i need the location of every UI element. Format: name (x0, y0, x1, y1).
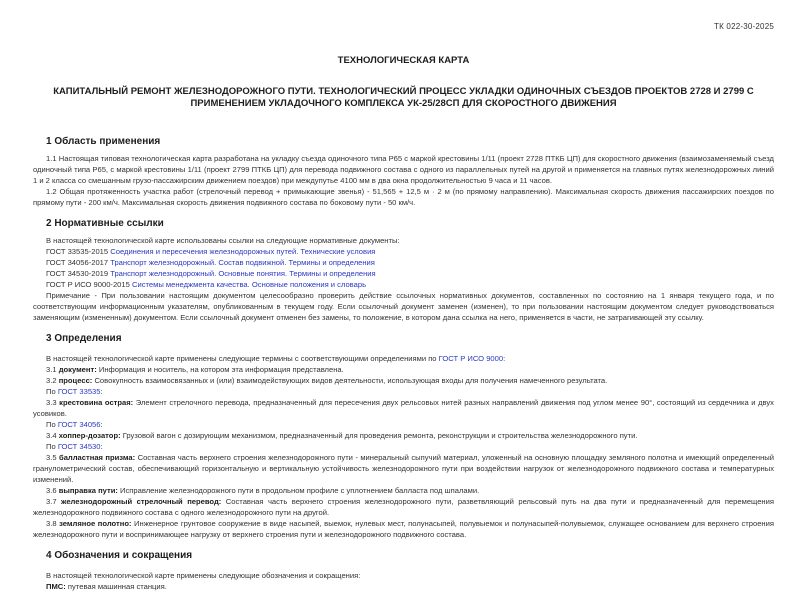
paragraph-1-2: 1.2 Общая протяженность участка работ (стрелочный перевод + примыкающие звенья) - 51,565 + 12,5 м · 2 м (по прямому направлению). Максимальная скорость движения пассажирских поездов по прямому пути - 200 км/ч. Максимальная скорость движения подвижного состава по боковому пути - 50 км/ч. (33, 187, 774, 207)
document-title: ТЕХНОЛОГИЧЕСКАЯ КАРТА (337, 55, 470, 66)
definitions-intro: В настоящей технологической карте применены следующие термины с соответствующими определениями по ГОСТ Р ИСО 9000: (46, 354, 506, 363)
definitions-intro-text: В настоящей технологической карте применены следующие термины с соответствующими определениями по (46, 354, 437, 363)
term-name: документ: (58, 365, 97, 374)
gost-code: ГОСТ 34530-2019 (46, 269, 109, 278)
term-definition: Элемент стрелочного перевода, предназначенный для пересечения двух рельсовых нитей разных направлений движения под углом менее 90°, состоящий из сердечника и двух усовиков. (33, 398, 774, 418)
term-3-1: 3.1 документ: Информация и носитель, на котором эта информация представлена. (46, 365, 344, 374)
section-1-heading: 1 Область применения (46, 136, 161, 147)
gost-link[interactable]: Транспорт железнодорожный. Состав подвижной. Термины и определения (110, 258, 375, 267)
section-4-heading: 4 Обозначения и сокращения (46, 550, 193, 561)
references-intro: В настоящей технологической карте использованы ссылки на следующие нормативные документы: (46, 236, 400, 245)
gost-link[interactable]: Транспорт железнодорожный. Основные понятия. Термины и определения (110, 269, 376, 278)
term-name: процесс: (58, 376, 93, 385)
term-name: крестовина острая: (59, 398, 134, 407)
gost-code: ГОСТ 33535-2015 (46, 247, 109, 256)
paragraph-1-1: 1.1 Настоящая типовая технологическая карта разработана на укладку съезда одиночного типа Р65 с маркой крестовины 1/11 (проект 2728 ПТКБ ЦП) для скоростного движения (взаимозаменяемый съезд одиночный типа Р65, с маркой крестовины 1/11 (проект 2799 ПТКБ ЦП) для перевода подвижного состава с одного из параллельных путей на другой и применяется на главных путях железнодорожных линий 1 и 2 класса со смешанным грузо-пассажирским движением поездов) при междупутье 4100 мм в два окна продолжительностью 9 часа и 11 часов. (33, 154, 774, 185)
gost-link[interactable]: Соединения и пересечения железнодорожных путей. Технические условия (110, 247, 376, 256)
section-3-heading: 3 Определения (46, 333, 122, 344)
abbreviation-pms (33, 581, 774, 592)
term-3-6: 3.6 выправка пути: Исправление железнодорожного пути в продольном профиле с уплотнением балласта под шпалами. (46, 486, 480, 495)
term-definition: Информация и носитель, на котором эта информация представлена. (98, 365, 344, 374)
gost-source-line: По ГОСТ 34530: (46, 442, 103, 451)
term-3-5: 3.5 балластная призма: Составная часть верхнего строения железнодорожного пути - минеральный сыпучий материал, уложенный на основную площадку земляного полотна и имеющий определенный гранулометрический состав, обеспечивающий горизонтальную и вертикальную устойчивость железнодорожного пути при воздействии нагрузок от железнодорожного подвижного состава и температурных изменений. (33, 453, 774, 484)
gost-code: ГОСТ 34056-2017 (46, 258, 109, 267)
term-3-3: 3.3 крестовина острая: Элемент стрелочного перевода, предназначенный для пересечения двух рельсовых нитей разных направлений движения под углом менее 90°, состоящий из сердечника и двух усовиков. (33, 398, 774, 418)
term-3-7: 3.7 железнодорожный стрелочный перевод: Составная часть верхнего строения железнодорожного пути, разветвляющий рельсовый путь на два пути и предназначенный для перемещения железнодорожного подвижного состава с одного железнодорожного пути на другой. (33, 497, 774, 517)
term-definition: Исправление железнодорожного пути в продольном профиле с уплотнением балласта под шпалами. (120, 486, 480, 495)
term-name: земляное полотно: (59, 519, 132, 528)
gost-source-line: По ГОСТ 33535: (46, 387, 103, 396)
doc-number: ТК 022-30-2025 (714, 22, 774, 31)
term-name: выправка пути: (58, 486, 118, 495)
term-definition: Грузовой вагон с дозирующим механизмом, предназначенный для проведения ремонта, реконструкции и строительства железнодорожного пути. (122, 431, 638, 440)
gost-code: ГОСТ Р ИСО 9000-2015 (46, 280, 130, 289)
term-3-2: 3.2 процесс: Совокупность взаимосвязанных и (или) взаимодействующих видов деятельности, использующая входы для получения намеченного результата. (46, 376, 608, 385)
abbr-definition: путевая машинная станция. (67, 582, 167, 591)
term-definition: Составная часть верхнего строения железнодорожного пути, разветвляющий рельсовый путь на два пути и предназначенный для перемещения железнодорожного подвижного состава с одного железнодорожного пути на другой. (33, 497, 774, 517)
gost-link[interactable]: ГОСТ 34530 (57, 442, 101, 451)
gost-reference-line (33, 279, 774, 290)
term-definition: Инженерное грунтовое сооружение в виде насыпей, выемок, нулевых мест, полунасыпей, полувыемок и полунасыпей-полувыемок, служащее основанием для верхнего строения железнодорожного пути и воспринимающее нагрузку от верхнего строения пути и железнодорожного подвижного состава. (33, 519, 774, 539)
term-name: хоппер-дозатор: (58, 431, 121, 440)
term-3-8: 3.8 земляное полотно: Инженерное грунтовое сооружение в виде насыпей, выемок, нулевых мест, полунасыпей, полувыемок и полунасыпей-полувыемок, служащее основанием для верхнего строения железнодорожного пути и воспринимающее нагрузку от верхнего строения пути и железнодорожного подвижного состава. (33, 519, 774, 539)
gost-link[interactable]: Системы менеджмента качества. Основные положения и словарь (131, 280, 367, 289)
section-2-heading: 2 Нормативные ссылки (46, 218, 164, 229)
document-subtitle: КАПИТАЛЬНЫЙ РЕМОНТ ЖЕЛЕЗНОДОРОЖНОГО ПУТИ. ТЕХНОЛОГИЧЕСКИЙ ПРОЦЕСС УКЛАДКИ ОДИНОЧНЫХ СЪЕЗДОВ ПРОЕКТОВ 2728 И 2799 С ПРИМЕНЕНИЕМ УКЛАДОЧНОГО КОМПЛЕКСА УК-25/28СП ДЛЯ СКОРОСТНОГО ДВИЖЕНИЯ (53, 86, 754, 109)
references-note: Примечание - При пользовании настоящим документом целесообразно проверить действие ссылочных нормативных документов, составленных по состоянию на 1 января текущего года, и по соответствующим информационным указателям, опубликованным в текущем году. Если ссылочный документ заменен (изменен), то при пользовании настоящим документом следует руководствоваться заменяющим (измененным) документом. Если ссылочный документ отменен без замены, то положение, в котором дана ссылка на него, применяется в части, не затрагивающей эту ссылку. (33, 291, 774, 322)
term-name: балластная призма: (59, 453, 136, 462)
abbr-name: ПМС: (46, 582, 66, 591)
term-3-4: 3.4 хоппер-дозатор: Грузовой вагон с дозирующим механизмом, предназначенный для проведения ремонта, реконструкции и строительства железнодорожного пути. (46, 431, 638, 440)
gost-source-line: По ГОСТ 34056: (46, 420, 103, 429)
gost-link[interactable]: ГОСТ 33535 (57, 387, 101, 396)
gost-reference-line (33, 257, 774, 268)
gost-reference-line (33, 246, 774, 257)
term-definition: Составная часть верхнего строения железнодорожного пути - минеральный сыпучий материал, уложенный на основную площадку земляного полотна и имеющий определенный гранулометрический состав, обеспечивающий горизонтальную и вертикальную устойчивость железнодорожного пути при воздействии нагрузок от железнодорожного подвижного состава и температурных изменений. (33, 453, 774, 484)
term-definition: Совокупность взаимосвязанных и (или) взаимодействующих видов деятельности, использующая входы для получения намеченного результата. (94, 376, 608, 385)
term-name: железнодорожный стрелочный перевод: (61, 497, 222, 506)
gost-iso-9000-link[interactable]: ГОСТ Р ИСО 9000 (438, 354, 504, 363)
gost-reference-line (33, 268, 774, 279)
gost-link[interactable]: ГОСТ 34056 (57, 420, 101, 429)
abbreviations-intro: В настоящей технологической карте применены следующие обозначения и сокращения: (46, 571, 361, 580)
